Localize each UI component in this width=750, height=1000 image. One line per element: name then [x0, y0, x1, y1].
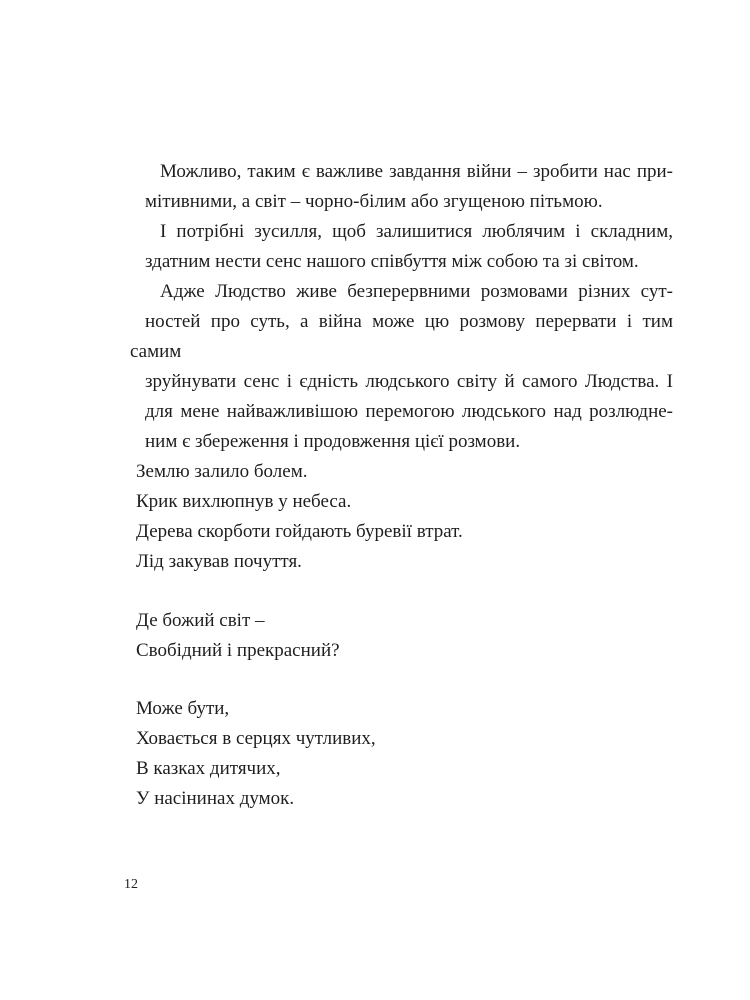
- text-line: І потрібні зусилля, щоб залишитися люблячим і складним,: [160, 221, 673, 242]
- prose-section: [130, 157, 673, 457]
- verse-line: Дерева скорботи гойдають буревії втрат.: [136, 521, 463, 542]
- verse-line: Ховається в серцях чутливих,: [136, 728, 376, 749]
- verse-line: В казках дитячих,: [136, 758, 281, 779]
- paragraph: [130, 157, 673, 217]
- verse-line: Може бути,: [136, 698, 230, 719]
- paragraph: [130, 277, 673, 457]
- verse-line: Де божий світ –: [136, 610, 265, 631]
- text-line: мітивними, а світ – чорно-білим або згущеною пітьмою.: [145, 191, 603, 212]
- poem-stanza-3: [136, 694, 656, 814]
- paragraph: [130, 217, 673, 277]
- page-number: 12: [124, 877, 138, 892]
- poem-stanza-2: [136, 606, 656, 666]
- text-line: ностей про суть, а війна може цю розмову перервати і тим самим: [130, 311, 673, 362]
- text-line: ним є збереження і продовження цієї розмови.: [145, 431, 521, 452]
- text-line: здатним нести сенс нашого співбуття між собою та зі світом.: [145, 251, 639, 272]
- verse-line: У насінинах думок.: [136, 788, 295, 809]
- verse-line: Землю залило болем.: [136, 461, 308, 482]
- verse-line: Лід закував почуття.: [136, 551, 302, 572]
- text-line: для мене найважливішою перемогою людського над розлюдне-: [145, 401, 673, 422]
- verse-line: Свобідний і прекрасний?: [136, 640, 340, 661]
- verse-line: Крик вихлюпнув у небеса.: [136, 491, 352, 512]
- text-line: Адже Людство живе безперервними розмовами різних сут-: [160, 281, 673, 302]
- text-line: Можливо, таким є важливе завдання війни – зробити нас при-: [160, 161, 673, 182]
- poem-stanza-1: [136, 457, 656, 577]
- text-line: зруйнувати сенс і єдність людського світу й самого Людства. І: [145, 371, 673, 392]
